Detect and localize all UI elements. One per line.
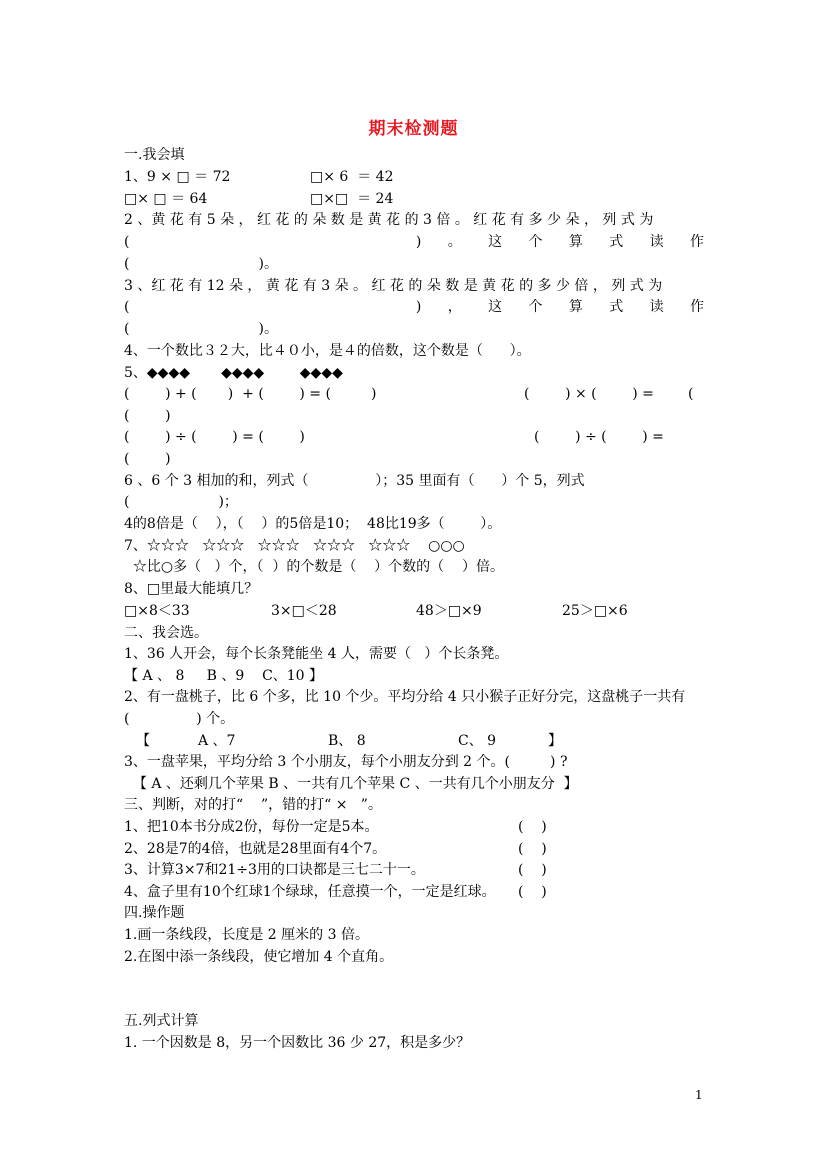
s5-q1: 1. 一个因数是 8，另一个因数比 36 少 27，积是多少？ [124,1035,471,1051]
q6-line-2: ( )； [124,494,238,510]
q2-token: 式 [609,234,624,250]
q8-item-c: 48＞□×9 [416,603,482,619]
q3-token: 个 [528,299,543,315]
q5-addition: ( ) + ( ) + ( ) = ( ) [124,386,377,402]
judge-item: 2、28是7的4倍，也就是28里面有4个7。 [124,841,387,857]
q2-token: 个 [528,234,543,250]
q2-token: ( [124,234,130,250]
q1-eq-d: □×□ ＝ 24 [310,191,394,207]
q2-token: 作 [689,234,704,250]
q8-item-b: 3×□＜28 [271,603,337,619]
q3-token: ) [415,299,422,315]
s4-q2: 2.在图中添一条线段，使它增加 4 个直角。 [124,949,394,965]
s2-q2-bracket-close: 】 [548,733,562,749]
judge-answer-paren: ( ) [518,884,547,900]
q8-heading: 8、□里最大能填几？ [124,581,259,597]
s2-q3-options: 【 A 、还剩几个苹果 B 、一共有几个苹果 C 、一共有几个小朋友分 】 [124,776,578,792]
q3-token: 作 [689,299,704,315]
q3-token: 算 [568,299,583,315]
q3-line-2 [124,298,704,316]
q2-line-2 [124,233,704,251]
q5-division-a: ( ) ÷ ( ) = ( ) [124,429,305,445]
q3-token: ( [124,299,130,315]
q3-token: 这 [488,299,503,315]
s2-q2-option-a: A 、7 [198,733,236,749]
q2-token: 。 [447,234,462,250]
s2-q2-line-2: ( ) 个。 [124,711,235,727]
q5-result-1: ( ) [124,408,171,424]
judge-answer-paren: ( ) [518,819,547,835]
judge-item: 3、计算3×7和21÷3用的口诀都是三七二十一。 [124,862,425,878]
section-2-heading: 二、我会选。 [124,625,208,641]
q6-line-1: 6 、6 个 3 相加的和，列式（ ）；35 里面有（ ）个 5，列式 [124,473,585,489]
q5-diamonds: 5、◆◆◆◆ ◆◆◆◆ ◆◆◆◆ [124,365,343,381]
q3-line-3: ( )。 [124,321,278,337]
q5-result-2: ( ) [124,451,171,467]
s2-q2-option-c: C、 9 [458,733,497,749]
judge-answer-paren: ( ) [518,841,547,857]
q2-token: 读 [649,234,664,250]
q3-token: ， [447,299,462,315]
q3-token: 读 [649,299,664,315]
judge-item: 4、盒子里有10个红球1个绿球，任意摸一个，一定是红球。 [124,884,496,900]
q7-question: ☆比○多（ ）个，（ ）的个数是（ ）个数的（ ）倍。 [124,559,504,575]
q8-item-a: □×8＜33 [124,603,190,619]
q6-line-3: 4的8倍是（ ），（ ）的5倍是10； 48比19多（ ）。 [124,516,502,532]
section-1-heading: 一.我会填 [124,147,185,163]
judge-item: 1、把10本书分成2份，每份一定是5本。 [124,819,379,835]
s2-q1-options: 【 A 、 8 B 、9 C、10 】 [124,668,324,684]
q2-token: 这 [488,234,503,250]
q2-line-1: 2 、黄 花 有 5 朵 ， 红 花 的 朵 数 是 黄 花 的 3 倍 。 红 花 有 多 少 朵 ， 列 式 为 [124,212,654,228]
s2-q2-line-1: 2、有一盘桃子，比 6 个多，比 10 个少。平均分给 4 只小猴子正好分完，这盘桃子一共有 [124,689,686,705]
q2-line-3: ( )。 [124,256,278,272]
s2-q2-option-b: B、 8 [328,733,366,749]
q1-eq-a: 1、9 × □ ＝ 72 [124,169,231,185]
q1-eq-c: □× □ ＝ 64 [124,191,208,207]
q8-item-d: 25＞□×6 [562,603,628,619]
q4-text: 4、一个数比３２大，比４０小，是４的倍数，这个数是（ ）。 [124,343,531,359]
q3-line-1: 3 、红 花 有 12 朵 ， 黄 花 有 3 朵 。 红 花 的 朵 数 是 黄 花 的 多 少 倍 ， 列 式 为 [124,278,663,294]
q2-token: 算 [568,234,583,250]
q2-token: ) [415,234,422,250]
section-5-heading: 五.列式计算 [124,1013,199,1029]
s2-q1: 1、36 人开会，每个长条凳能坐 4 人，需要（ ）个长条凳。 [124,646,509,662]
q7-shapes: 7、☆☆☆ ☆☆☆ ☆☆☆ ☆☆☆ ☆☆☆ ○○○ [124,538,465,554]
q1-eq-b: □× 6 ＝ 42 [310,169,394,185]
s2-q3: 3、一盘苹果，平均分给 3 个小朋友，每个小朋友分到 2 个。( ) ? [124,754,568,770]
section-3-heading: 三、判断，对的打“ ”，错的打“ × ”。 [124,797,382,813]
page-number: 1 [695,1088,703,1102]
judge-answer-paren: ( ) [518,862,547,878]
q5-multiplication: ( ) × ( ) = [524,386,654,402]
page-title: 期末检测题 [368,119,459,139]
s2-q2-bracket-open: 【 [136,733,150,749]
q5-multiplication-paren: ( [688,386,694,402]
s4-q1: 1.画一条线段，长度是 2 厘米的 3 倍。 [124,927,369,943]
section-4-heading: 四.操作题 [124,905,185,921]
q5-division-b: ( ) ÷ ( ) = [534,429,664,445]
q3-token: 式 [609,299,624,315]
